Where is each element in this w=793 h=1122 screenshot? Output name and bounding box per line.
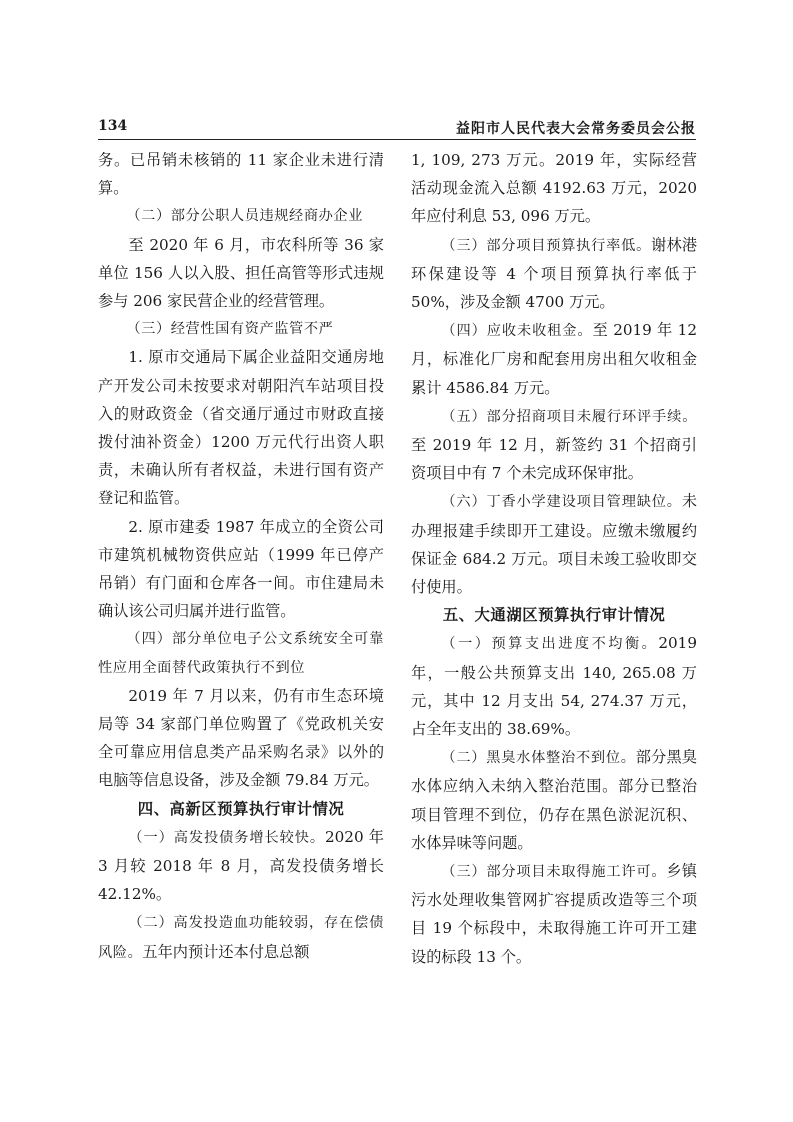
paragraph-lead: （一）高发投债务增长较快。 (128, 829, 325, 846)
paragraph (411, 857, 697, 971)
paragraph-body: 谢林港环保建设等 4 个项目预算执行率低于 50%，涉及金额 4700 万元。 (411, 235, 698, 312)
paragraph-body: 乡镇污水处理收集管网扩容提质改造等三个项目 19 个标段中，未取得施工许可开工建设的标段 13 个。 (411, 862, 697, 966)
paragraph-lead: （四）应收未收租金。 (441, 323, 593, 340)
section-heading: 五、大通湖区预算执行审计情况 (442, 606, 666, 625)
paragraph-body: 2019 年，一般公共预算支出 140, 265.08 万元，其中 12 月支出 54, 274.37 万元，占全年支出的 38.69%。 (411, 634, 697, 739)
paragraph-body: 2020 年 3 月较 2018 年 8 月，高发投债务增长 42.12%。 (98, 827, 384, 904)
paragraph (411, 316, 697, 402)
paragraph: 2019 年 7 月以来，仍有市生态环境局等 34 家部门单位购置了《党政机关安全可靠应用信息类产品采购名录》以外的电脑等信息设备，涉及金额 79.84 万元。 (98, 686, 384, 790)
page-number: 134 (98, 118, 128, 134)
paragraph-lead: （三）部分项目预算执行率低。 (441, 237, 652, 254)
paragraph: 1. 原市交通局下属企业益阳交通房地产开发公司未按要求对朝阳汽车站项目投入的财政资金（省交通厅通过市财政直接拨付油补资金）1200 万元代行出资人职责，未确认所有者权益，未进行国有资产登记和监管。 (98, 348, 384, 508)
paragraph-body: 部分黑臭水体应纳入未纳入整治范围。部分已整治项目管理不到位，仍存在黑色淤泥沉积、水体异味等问题。 (411, 748, 697, 852)
paragraph-lead: （五）部分招商项目未履行环评手续。 (441, 408, 697, 425)
paragraph-body: 五年内预计还本付息总额 (142, 942, 310, 961)
paragraph (411, 743, 697, 857)
paragraph (411, 629, 697, 743)
publication-title: 益阳市人民代表大会常务委员会公报 (456, 121, 696, 137)
paragraph (411, 402, 697, 488)
paragraph-lead: （一）预算支出进度不均衡。 (441, 636, 659, 653)
paragraph (411, 487, 697, 601)
paragraph-body: 至 2019 年 12 月，新签约 31 个招商引资项目中有 7 个未完成环保审批。 (411, 436, 697, 483)
paragraph (98, 823, 384, 909)
paragraph-lead: （三）部分项目未取得施工许可。 (441, 864, 667, 881)
paragraph (98, 908, 384, 966)
paragraph-lead: （六）丁香小学建设项目管理缺位。 (441, 494, 682, 511)
subheading: （二）部分公职人员违规经商办企业 (126, 208, 363, 225)
section-heading: 四、高新区预算执行审计情况 (137, 799, 345, 818)
paragraph: 1, 109, 273 万元。2019 年，实际经营活动现金流入总额 4192.63 万元，2020 年应付利息 53, 096 万元。 (411, 151, 697, 226)
paragraph-lead: （二）黑臭水体整治不到位。 (441, 750, 636, 767)
page-header (98, 115, 696, 140)
subheading: （三）经营性国有资产监管不严 (126, 321, 334, 338)
paragraph-body: 至 2019 年 12 月，标准化厂房和配套用房出租欠收租金累计 4586.84 万元。 (411, 321, 697, 397)
paragraph (411, 231, 697, 317)
subheading: （四）部分单位电子公文系统安全可靠性应用全面替代政策执行不到位 (98, 631, 384, 676)
paragraph-lead: （二）高发投造血功能较弱，存在偿债风险。 (98, 915, 384, 961)
right-column (411, 146, 697, 971)
paragraph: 务。已吊销未核销的 11 家企业未进行清算。 (98, 151, 384, 198)
paragraph: 至 2020 年 6 月，市农科所等 36 家单位 156 人以入股、担任高管等形式违规参与 206 家民营企业的经营管理。 (98, 235, 384, 311)
left-column (98, 146, 384, 967)
paragraph: 2. 原市建委 1987 年成立的全资公司市建筑机械物资供应站（1999 年已停产吊销）有门面和仓库各一间。市住建局未确认该公司归属并进行监管。 (98, 517, 384, 621)
paragraph-body: 未办理报建手续即开工建设。应缴未缴履约保证金 684.2 万元。项目未竣工验收即交付使用。 (411, 492, 697, 597)
